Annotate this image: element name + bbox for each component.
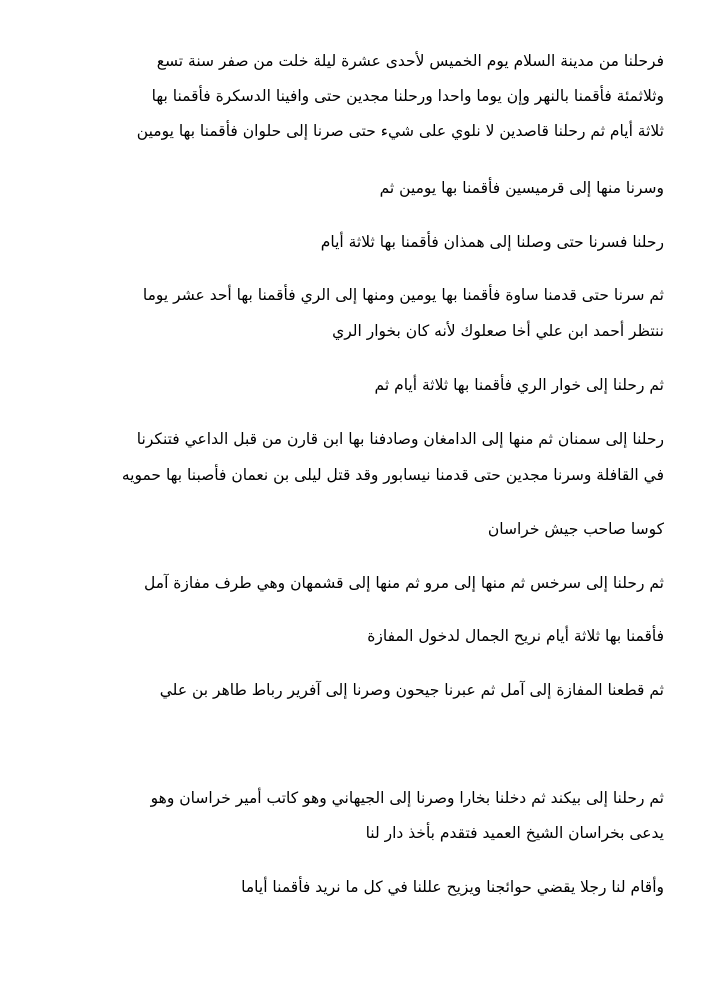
paragraph-3-line-1: رحلنا فسرنا حتى وصلنا إلى همذان فأقمنا بها ثلاثة أيام <box>320 233 664 251</box>
paragraph-12-line-1: وأقام لنا رجلا يقضي حوائجنا ويزيح عللنا في كل ما نريد فأقمنا أياما <box>241 878 664 896</box>
paragraph-4-line-1: ثم سرنا حتى قدمنا ساوة فأقمنا بها يومين ومنها إلى الري فأقمنا بها أحد عشر يوما <box>142 286 664 304</box>
paragraph-5-line-1: ثم رحلنا إلى خوار الري فأقمنا بها ثلاثة أيام ثم <box>374 376 664 394</box>
paragraph-6-line-1: رحلنا إلى سمنان ثم منها إلى الدامغان وصادفنا بها ابن قارن من قبل الداعي فتنكرنا <box>136 430 664 448</box>
paragraph-7-line-1: كوسا صاحب جيش خراسان <box>487 520 664 538</box>
paragraph-11-line-1: ثم رحلنا إلى بيكند ثم دخلنا بخارا وصرنا إلى الجيهاني وهو كاتب أمير خراسان وهو <box>150 789 664 807</box>
paragraph-10-line-1: ثم قطعنا المفازة إلى آمل ثم عبرنا جيحون وصرنا إلى آفرير رباط طاهر بن علي <box>159 681 664 699</box>
paragraph-1-line-1: فرحلنا من مدينة السلام يوم الخميس لأحدى عشرة ليلة خلت من صفر سنة تسع <box>156 52 664 70</box>
paragraph-11-line-2: يدعى بخراسان الشيخ العميد فتقدم بأخذ دار لنا <box>365 824 664 842</box>
paragraph-9-line-1: فأقمنا بها ثلاثة أيام نريح الجمال لدخول المفازة <box>367 627 664 645</box>
paragraph-4-line-2: ننتظر أحمد ابن علي أخا صعلوك لأنه كان بخوار الري <box>332 322 664 340</box>
paragraph-8-line-1: ثم رحلنا إلى سرخس ثم منها إلى مرو ثم منها إلى قشمهان وهي طرف مفازة آمل <box>144 574 664 592</box>
paragraph-2-line-1: وسرنا منها إلى قرميسين فأقمنا بها يومين ثم <box>379 179 664 197</box>
paragraph-1-line-2: وثلاثمئة فأقمنا بالنهر وإن يوما واحدا ورحلنا مجدين حتى وافينا الدسكرة فأقمنا بها <box>151 87 664 105</box>
paragraph-6-line-2: في القافلة وسرنا مجدين حتى قدمنا نيسابور وقد قتل ليلى بن نعمان فأصبنا بها حمويه <box>121 466 664 484</box>
paragraph-1-line-3: ثلاثة أيام ثم رحلنا قاصدين لا نلوي على شيء حتى صرنا إلى حلوان فأقمنا بها يومين <box>136 122 664 140</box>
